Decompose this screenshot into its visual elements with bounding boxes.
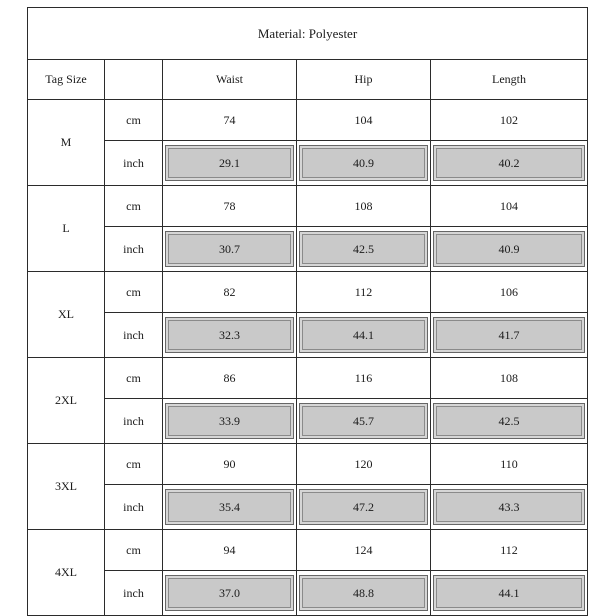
table-row [28, 227, 588, 272]
shaded-value-box [299, 575, 428, 611]
table-row [28, 485, 588, 530]
header-unit [105, 60, 163, 100]
shaded-value-box [299, 231, 428, 267]
length-value: 44.1 [498, 585, 520, 600]
waist-inch-cell [163, 141, 297, 186]
header-waist: Waist [163, 60, 297, 100]
unit-cell: inch [105, 313, 163, 358]
hip-inch-cell [297, 485, 431, 530]
unit-cell: cm [105, 272, 163, 313]
hip-inch-cell [297, 399, 431, 444]
length-inch-cell [431, 313, 588, 358]
shaded-value-box [165, 489, 294, 525]
unit-cell: cm [105, 100, 163, 141]
waist-cm-cell: 82 [163, 272, 297, 313]
shaded-value-box [299, 317, 428, 353]
unit-cell: inch [105, 571, 163, 616]
tag-size-cell: L [28, 186, 105, 272]
unit-cell: cm [105, 444, 163, 485]
waist-value: 35.4 [219, 499, 240, 514]
unit-cell: inch [105, 399, 163, 444]
length-inch-cell [431, 399, 588, 444]
length-inch-cell [431, 485, 588, 530]
tag-size-cell: 3XL [28, 444, 105, 530]
hip-value: 48.8 [353, 585, 374, 600]
length-value: 43.3 [498, 499, 520, 514]
shaded-value-box [299, 403, 428, 439]
unit-cell: inch [105, 485, 163, 530]
hip-cm-cell: 104 [297, 100, 431, 141]
tag-size-cell: 4XL [28, 530, 105, 616]
shaded-value-box [299, 489, 428, 525]
table-row [28, 272, 588, 313]
waist-inch-cell [163, 399, 297, 444]
waist-inch-cell [163, 227, 297, 272]
shaded-value-box [433, 489, 585, 525]
tag-size-cell: XL [28, 272, 105, 358]
shaded-value-box [433, 317, 585, 353]
length-value: 41.7 [498, 327, 520, 342]
shaded-value-box [433, 575, 585, 611]
header-tag-size: Tag Size [28, 60, 105, 100]
length-cm-cell: 110 [431, 444, 588, 485]
tag-size-cell: M [28, 100, 105, 186]
table-row [28, 530, 588, 571]
table-row [28, 571, 588, 616]
length-inch-cell [431, 141, 588, 186]
length-cm-cell: 108 [431, 358, 588, 399]
table-row [28, 358, 588, 399]
length-cm-cell: 112 [431, 530, 588, 571]
waist-inch-cell [163, 313, 297, 358]
table-row [28, 444, 588, 485]
size-chart-table [27, 7, 588, 616]
shaded-value-box [299, 145, 428, 181]
waist-value: 37.0 [219, 585, 240, 600]
waist-cm-cell: 86 [163, 358, 297, 399]
hip-cm-cell: 112 [297, 272, 431, 313]
unit-cell: cm [105, 530, 163, 571]
length-inch-cell [431, 571, 588, 616]
waist-cm-cell: 74 [163, 100, 297, 141]
hip-value: 42.5 [353, 241, 374, 256]
length-value: 40.2 [498, 155, 520, 170]
hip-cm-cell: 108 [297, 186, 431, 227]
tag-size-cell: 2XL [28, 358, 105, 444]
table-row [28, 100, 588, 141]
table-row [28, 141, 588, 186]
table-row [28, 313, 588, 358]
table-row [28, 186, 588, 227]
unit-cell: inch [105, 227, 163, 272]
hip-inch-cell [297, 227, 431, 272]
waist-inch-cell [163, 485, 297, 530]
shaded-value-box [165, 231, 294, 267]
waist-inch-cell [163, 571, 297, 616]
hip-value: 44.1 [353, 327, 374, 342]
shaded-value-box [165, 145, 294, 181]
waist-value: 29.1 [219, 155, 240, 170]
table-row [28, 399, 588, 444]
length-inch-cell [431, 227, 588, 272]
header-length: Length [431, 60, 588, 100]
unit-cell: cm [105, 186, 163, 227]
hip-cm-cell: 124 [297, 530, 431, 571]
hip-inch-cell [297, 141, 431, 186]
shaded-value-box [165, 403, 294, 439]
shaded-value-box [165, 317, 294, 353]
length-value: 40.9 [498, 241, 520, 256]
shaded-value-box [165, 575, 294, 611]
waist-value: 32.3 [219, 327, 240, 342]
waist-value: 30.7 [219, 241, 240, 256]
size-chart [27, 7, 587, 600]
hip-value: 40.9 [353, 155, 374, 170]
shaded-value-box [433, 231, 585, 267]
waist-cm-cell: 90 [163, 444, 297, 485]
hip-inch-cell [297, 571, 431, 616]
hip-cm-cell: 120 [297, 444, 431, 485]
material-title: Material: Polyester [28, 8, 588, 60]
hip-cm-cell: 116 [297, 358, 431, 399]
header-hip: Hip [297, 60, 431, 100]
length-cm-cell: 106 [431, 272, 588, 313]
unit-cell: inch [105, 141, 163, 186]
shaded-value-box [433, 403, 585, 439]
waist-value: 33.9 [219, 413, 240, 428]
waist-cm-cell: 78 [163, 186, 297, 227]
unit-cell: cm [105, 358, 163, 399]
shaded-value-box [433, 145, 585, 181]
length-cm-cell: 104 [431, 186, 588, 227]
hip-value: 47.2 [353, 499, 374, 514]
length-cm-cell: 102 [431, 100, 588, 141]
length-value: 42.5 [498, 413, 520, 428]
hip-value: 45.7 [353, 413, 374, 428]
hip-inch-cell [297, 313, 431, 358]
waist-cm-cell: 94 [163, 530, 297, 571]
